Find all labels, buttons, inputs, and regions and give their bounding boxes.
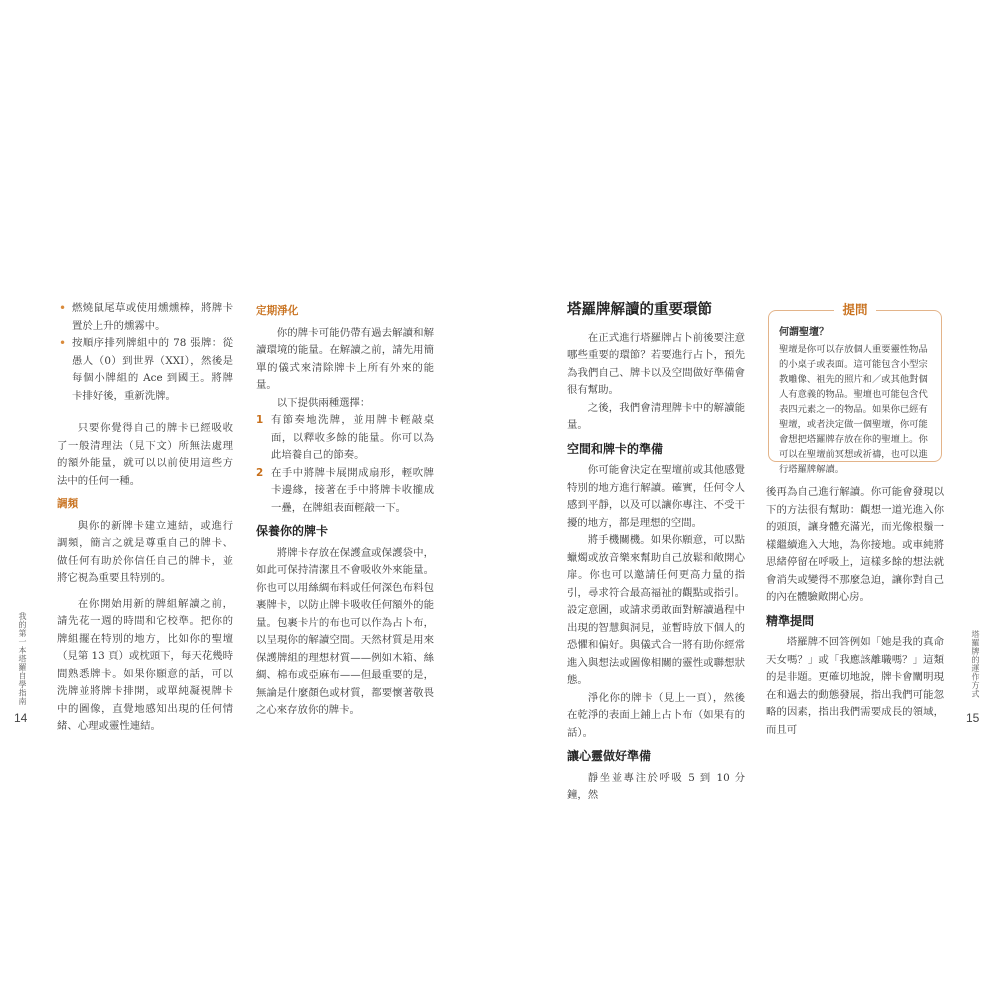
bullet-list: [57, 300, 233, 405]
page-number: 14: [14, 711, 28, 725]
paragraph: 塔羅牌不回答例如「她是我的真命天女嗎？」或「我應該離職嗎？」這類的是非題。更確切地說，牌卡會闡明現在和過去的動態發展，指出我們可能忽略的因素，指出我們需要成長的領域，而且可: [766, 636, 944, 736]
paragraph: 你的牌卡可能仍帶有過去解讀和解讀環境的能量。在解讀之前，請先用簡單的儀式來清除牌卡上所有外來的能量。: [256, 326, 434, 391]
running-title: 塔羅牌的運作方式: [971, 630, 980, 698]
paragraph: 靜坐並專注於呼吸 5 到 10 分鐘，然: [567, 771, 745, 801]
sidebar-answer: 聖壇是你可以存放個人重要靈性物品的小桌子或表面。這可能包含小型宗教雕像、祖先的照片和／或其他對個人有意義的物品。聖壇也可能包含代表四元素之一的物品。如果你已經有聖壇，或者決定做一個聖壇，你可能會想把塔羅牌存放在你的聖壇上。你可以在聖壇前冥想或祈禱，也可以進行塔羅牌解讀。: [779, 344, 928, 475]
paragraph: 你可能會決定在聖壇前或其他感覺特別的地方進行解讀。確實，任何令人感到平靜，以及可以讓你專注、不受干擾的地方，都是理想的空間。: [567, 464, 745, 529]
paragraph: 之後，我們會清理牌卡中的解讀能量。: [567, 401, 745, 431]
section-heading: 空間和牌卡的準備: [567, 441, 664, 456]
numbered-list: [256, 412, 434, 517]
page-number: 15: [966, 711, 980, 725]
list-item: 2 在手中將牌卡展開成扇形，輕吹牌卡邊緣，接著在手中將牌卡收攏成一疊，在牌組表面輕敲一下。: [256, 466, 434, 514]
bullet-item: • 按順序排列牌組中的 78 張牌：從愚人（0）到世界（XXI），然後是每個小牌組的 Ace 到國王。將牌卡排好後，重新洗牌。: [57, 335, 233, 405]
paragraph: 將手機關機。如果你願意，可以點蠟燭或放音樂來幫助自己放鬆和敞開心扉。你也可以邀請任何更高力量的指引，尋求符合最高福祉的觀點或指引。設定意圖，或請求勇敢面對解讀過程中出現的智慧與洞見，並暫時放下個人的恐懼和偏好。與儀式合一將有助你經常進入與想法或圖像相關的靈性或聯想狀態。: [567, 534, 745, 686]
left-column-1: [57, 300, 233, 736]
section-heading: 調頻: [57, 498, 79, 510]
paragraph: 以下提供兩種選擇：: [276, 396, 371, 409]
paragraph: 與你的新牌卡建立連結，或進行調頻，簡言之就是尊重自己的牌卡、做任何有助於你信任自己的牌卡，並將它視為重要且特別的。: [57, 519, 233, 584]
right-column-2: [766, 484, 944, 739]
paragraph: 將牌卡存放在保護盒或保護袋中，如此可保持清潔且不會吸收外來能量。你也可以用絲綢布料或任何深色布料包裹牌卡，以防止牌卡吸收任何額外的能量。包裹卡片的布也可以作為占卜布，以呈現你的解讀空間。天然材質是用來保護牌組的理想材質——例如木箱、絲綢、棉布或亞麻布——但最重要的是，無論是什麼顏色或材質，都要懷著敬畏之心來存放你的牌卡。: [256, 546, 434, 716]
right-column-1: [567, 302, 745, 805]
left-column-2: [256, 303, 434, 720]
sidebar-label: 提問: [834, 300, 876, 318]
paragraph: 淨化你的牌卡（見上一頁），然後在乾淨的表面上鋪上占卜布（如果有的話）。: [567, 691, 745, 739]
question-sidebar: [768, 310, 942, 475]
section-heading: 讓心靈做好準備: [567, 749, 652, 763]
section-heading: 定期淨化: [256, 305, 299, 317]
running-title: 我的第一本塔羅自學指南: [18, 612, 27, 706]
paragraph: 在正式進行塔羅牌占卜前後要注意哪些重要的環節？若要進行占卜，預先為我們自己、牌卡以及空間做好準備會很有幫助。: [567, 331, 745, 396]
list-item: 1 有節奏地洗牌，並用牌卡輕敲桌面，以釋收多餘的能量。你可以為此培養自己的節奏。: [256, 414, 434, 461]
page-title: 塔羅牌解讀的重要環節: [567, 302, 712, 318]
bullet-item: • 燃燒鼠尾草或使用燻燻棒，將牌卡置於上升的燻霧中。: [57, 300, 233, 335]
paragraph: 只要你覺得自己的牌卡已經吸收了一般清理法（見下文）所無法處理的額外能量，就可以以前使用這些方法中的任何一種。: [57, 422, 233, 487]
paragraph: 後再為自己進行解讀。你可能會發現以下的方法很有幫助：觀想一道光進入你的頭頂，讓身體充滿光，而光像根鬚一樣繼續進入大地，為你接地。或車純將思緒停留在呼吸上，這樣多餘的想法就會消失或變得不那麼急迫，讓你對自己的內在體驗敞開心房。: [766, 486, 944, 603]
sidebar-question: 何謂聖壇？: [779, 327, 829, 338]
section-heading: 保養你的牌卡: [256, 524, 329, 538]
paragraph: 在你開始用新的牌組解讀之前，請先花一週的時間和它校準。把你的牌組擺在特別的地方，比如你的聖壇（見第 13 頁）或枕頭下，每天花幾時間熟悉牌卡。如果你願意的話，可以洗牌並將牌卡排開，或單純凝視牌卡中的圖像，直覺地感知出現的任何情緒、心理或靈性連結。: [57, 597, 233, 732]
section-heading: 精準提問: [766, 613, 815, 628]
